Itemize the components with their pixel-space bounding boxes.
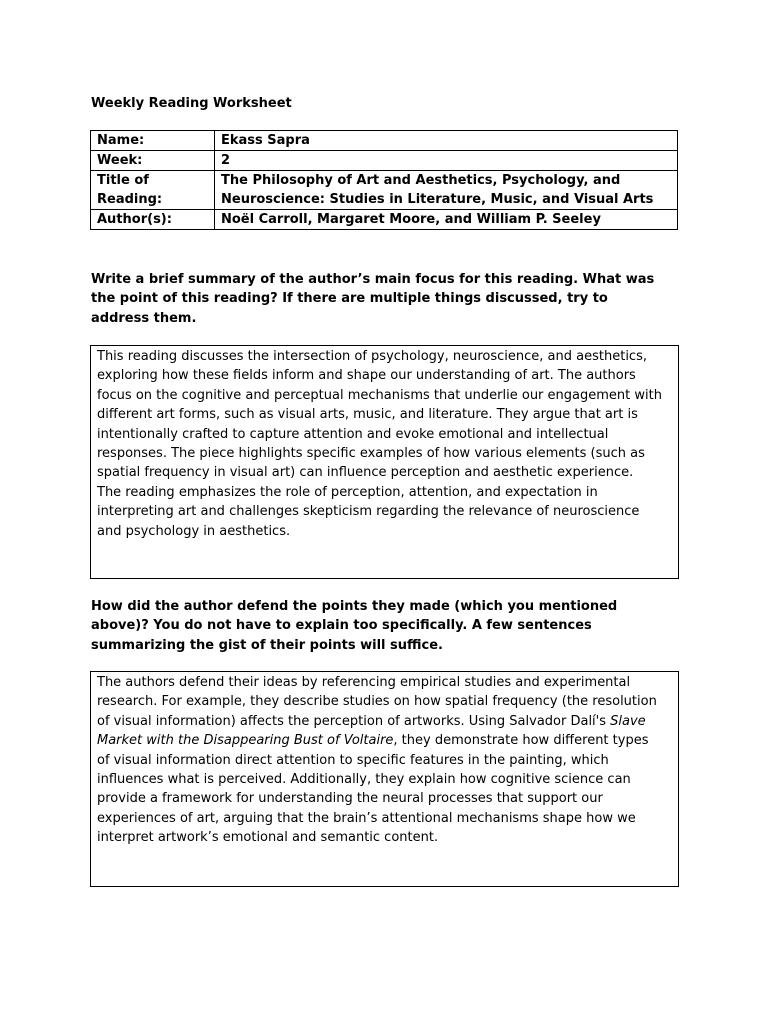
title-label [91, 171, 215, 210]
name-value: Ekass Sapra [215, 131, 678, 151]
answer-line [97, 731, 672, 750]
answer-line: provide a framework for understanding the neural processes that support our [97, 791, 603, 807]
answer-line: responses. The piece highlights specific examples of how various elements (such as [97, 446, 645, 462]
answer-line: interpret artwork’s emotional and semantic content. [97, 830, 439, 846]
answer-line: influences what is perceived. Additionally, they explain how cognitive science can [97, 772, 631, 788]
question-line: the point of this reading? If there are multiple things discussed, try to [91, 291, 608, 307]
question-line: Write a brief summary of the author’s main focus for this reading. What was [91, 272, 655, 287]
title-value [215, 171, 678, 210]
answer-line: and psychology in aesthetics. [97, 523, 291, 539]
title-label-line: Title of [97, 173, 149, 188]
answer-line: The reading emphasizes the role of perception, attention, and expectation in [97, 484, 598, 500]
week-label: Week: [91, 151, 215, 171]
answer-line: of visual information direct attention to specific features in the painting, which [97, 752, 609, 768]
question-line: above)? You do not have to explain too specifically. A few sentences [91, 618, 592, 634]
page-title: Weekly Reading Worksheet [91, 96, 292, 111]
answer-text: of visual information) affects the perception of artworks. Using Salvador Dalí's [97, 713, 611, 729]
answer-line [97, 712, 672, 731]
question-defense [91, 597, 681, 655]
question-summary [91, 270, 681, 328]
table-row [91, 171, 678, 210]
question-line: address them. [91, 310, 197, 326]
artwork-title-italic: Slave [610, 713, 646, 729]
table-row [91, 131, 678, 151]
question-line: summarizing the gist of their points will suffice. [91, 637, 443, 653]
answer-line: experiences of art, arguing that the brain’s attentional mechanisms shape how we [97, 810, 636, 826]
answer-text: , they demonstrate how different types [393, 733, 649, 749]
reading-info-table [90, 130, 678, 230]
title-label-line: Reading: [97, 192, 163, 207]
answer-defense-box[interactable] [90, 671, 679, 887]
answer-summary-box[interactable] [90, 345, 679, 579]
answer-line: different art forms, such as visual arts, music, and literature. They argue that art is [97, 407, 638, 423]
answer-line: The authors defend their ideas by referencing empirical studies and experimental [97, 675, 631, 690]
answer-line: intentionally crafted to capture attention and evoke emotional and intellectual [97, 426, 609, 442]
answer-line: exploring how these fields inform and shape our understanding of art. The authors [97, 368, 636, 384]
week-value: 2 [215, 151, 678, 171]
table-row [91, 210, 678, 230]
answer-line: focus on the cognitive and perceptual mechanisms that underlie our engagement with [97, 387, 662, 403]
artwork-title-italic: Market with the Disappearing Bust of Voltaire [97, 733, 394, 749]
title-value-line: Neuroscience: Studies in Literature, Music, and Visual Arts [221, 192, 654, 207]
answer-line: spatial frequency in visual art) can influence perception and aesthetic experience. [97, 465, 634, 481]
authors-value: Noël Carroll, Margaret Moore, and William P. Seeley [215, 210, 678, 230]
answer-line: research. For example, they describe studies on how spatial frequency (the resolution [97, 694, 657, 710]
name-label: Name: [91, 131, 215, 151]
authors-label: Author(s): [91, 210, 215, 230]
question-line: How did the author defend the points they made (which you mentioned [91, 599, 618, 614]
answer-line: This reading discusses the intersection of psychology, neuroscience, and aesthetics, [97, 349, 647, 364]
title-value-line: The Philosophy of Art and Aesthetics, Psychology, and [221, 173, 621, 188]
table-row [91, 151, 678, 171]
answer-line: interpreting art and challenges skepticism regarding the relevance of neuroscience [97, 504, 640, 520]
